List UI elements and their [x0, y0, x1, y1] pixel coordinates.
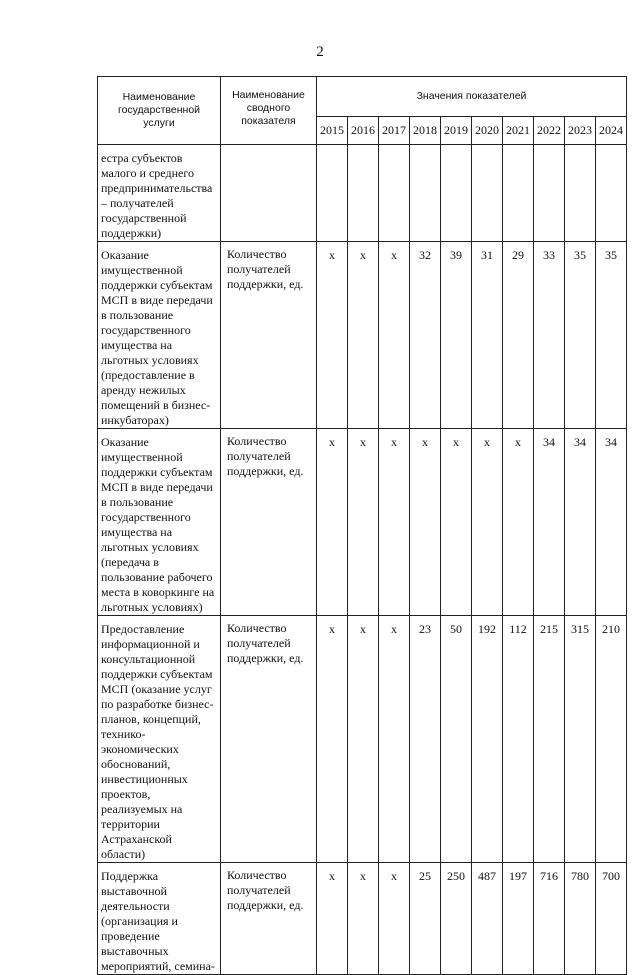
year-header: 2015: [317, 117, 348, 145]
value-cell: [410, 145, 441, 242]
value-cell: х: [503, 429, 534, 616]
value-cell: х: [317, 863, 348, 975]
year-header: 2023: [565, 117, 596, 145]
value-cell: 29: [503, 242, 534, 429]
value-cell: 34: [596, 429, 627, 616]
value-cell: 112: [503, 616, 534, 863]
value-cell: 35: [565, 242, 596, 429]
page-number: 2: [316, 44, 324, 60]
value-cell: 23: [410, 616, 441, 863]
value-cell: х: [441, 429, 472, 616]
indicator-name: Количество получателей поддержки, ед.: [221, 616, 317, 863]
value-cell: 716: [534, 863, 565, 975]
indicators-table: [97, 76, 627, 975]
value-cell: [472, 145, 503, 242]
service-name: Предоставление информационной и консультационной поддержки субъектам МСП (оказание услуг по разработке бизнес-планов, концепций, технико-экономических обоснований, инвестиционных проектов, реализуемых на территории Астраханской области): [98, 616, 221, 863]
value-cell: х: [348, 863, 379, 975]
header-indicator: Наименование сводного показателя: [221, 77, 317, 145]
year-header: 2021: [503, 117, 534, 145]
value-cell: 780: [565, 863, 596, 975]
table-row: [98, 863, 627, 975]
service-name: Поддержка выставочной деятельности (организация и проведение выставочных мероприятий, семина-: [98, 863, 221, 975]
value-cell: х: [472, 429, 503, 616]
service-name: Оказание имущественной поддержки субъектам МСП в виде передачи в пользование государственного имущества на льготных условиях (передача в пользование рабочего места в коворкинге на льготных условиях): [98, 429, 221, 616]
value-cell: х: [348, 242, 379, 429]
value-cell: х: [317, 616, 348, 863]
value-cell: 33: [534, 242, 565, 429]
indicator-name: [221, 145, 317, 242]
value-cell: х: [379, 242, 410, 429]
value-cell: [379, 145, 410, 242]
value-cell: х: [348, 429, 379, 616]
header-values: Значения показателей: [317, 77, 627, 117]
value-cell: х: [348, 616, 379, 863]
value-cell: 25: [410, 863, 441, 975]
value-cell: [534, 145, 565, 242]
year-header: 2022: [534, 117, 565, 145]
value-cell: х: [379, 863, 410, 975]
indicator-name: Количество получателей поддержки, ед.: [221, 242, 317, 429]
year-header: 2018: [410, 117, 441, 145]
value-cell: 197: [503, 863, 534, 975]
value-cell: 34: [534, 429, 565, 616]
table-row: [98, 242, 627, 429]
year-header: 2016: [348, 117, 379, 145]
value-cell: [503, 145, 534, 242]
value-cell: [596, 145, 627, 242]
value-cell: х: [379, 429, 410, 616]
year-header: 2024: [596, 117, 627, 145]
value-cell: [565, 145, 596, 242]
value-cell: 32: [410, 242, 441, 429]
indicator-name: Количество получателей поддержки, ед.: [221, 863, 317, 975]
value-cell: 215: [534, 616, 565, 863]
value-cell: 315: [565, 616, 596, 863]
value-cell: 50: [441, 616, 472, 863]
value-cell: [317, 145, 348, 242]
value-cell: 31: [472, 242, 503, 429]
value-cell: 250: [441, 863, 472, 975]
value-cell: х: [410, 429, 441, 616]
year-header: 2019: [441, 117, 472, 145]
value-cell: 210: [596, 616, 627, 863]
table-row: [98, 616, 627, 863]
value-cell: х: [317, 242, 348, 429]
value-cell: х: [379, 616, 410, 863]
value-cell: 487: [472, 863, 503, 975]
value-cell: х: [317, 429, 348, 616]
value-cell: 34: [565, 429, 596, 616]
table-row: [98, 429, 627, 616]
value-cell: [441, 145, 472, 242]
header-service: Наименование государственной услуги: [98, 77, 221, 145]
year-header: 2020: [472, 117, 503, 145]
service-name: естра субъектов малого и среднего предпринимательства – получателей государственной поддержки): [98, 145, 221, 242]
value-cell: [348, 145, 379, 242]
service-name: Оказание имущественной поддержки субъектам МСП в виде передачи в пользование государственного имущества на льготных условиях (предоставление в аренду нежилых помещений в бизнес-инкубаторах): [98, 242, 221, 429]
value-cell: 700: [596, 863, 627, 975]
value-cell: 192: [472, 616, 503, 863]
value-cell: 35: [596, 242, 627, 429]
table-row: [98, 145, 627, 242]
indicator-name: Количество получателей поддержки, ед.: [221, 429, 317, 616]
year-header: 2017: [379, 117, 410, 145]
value-cell: 39: [441, 242, 472, 429]
